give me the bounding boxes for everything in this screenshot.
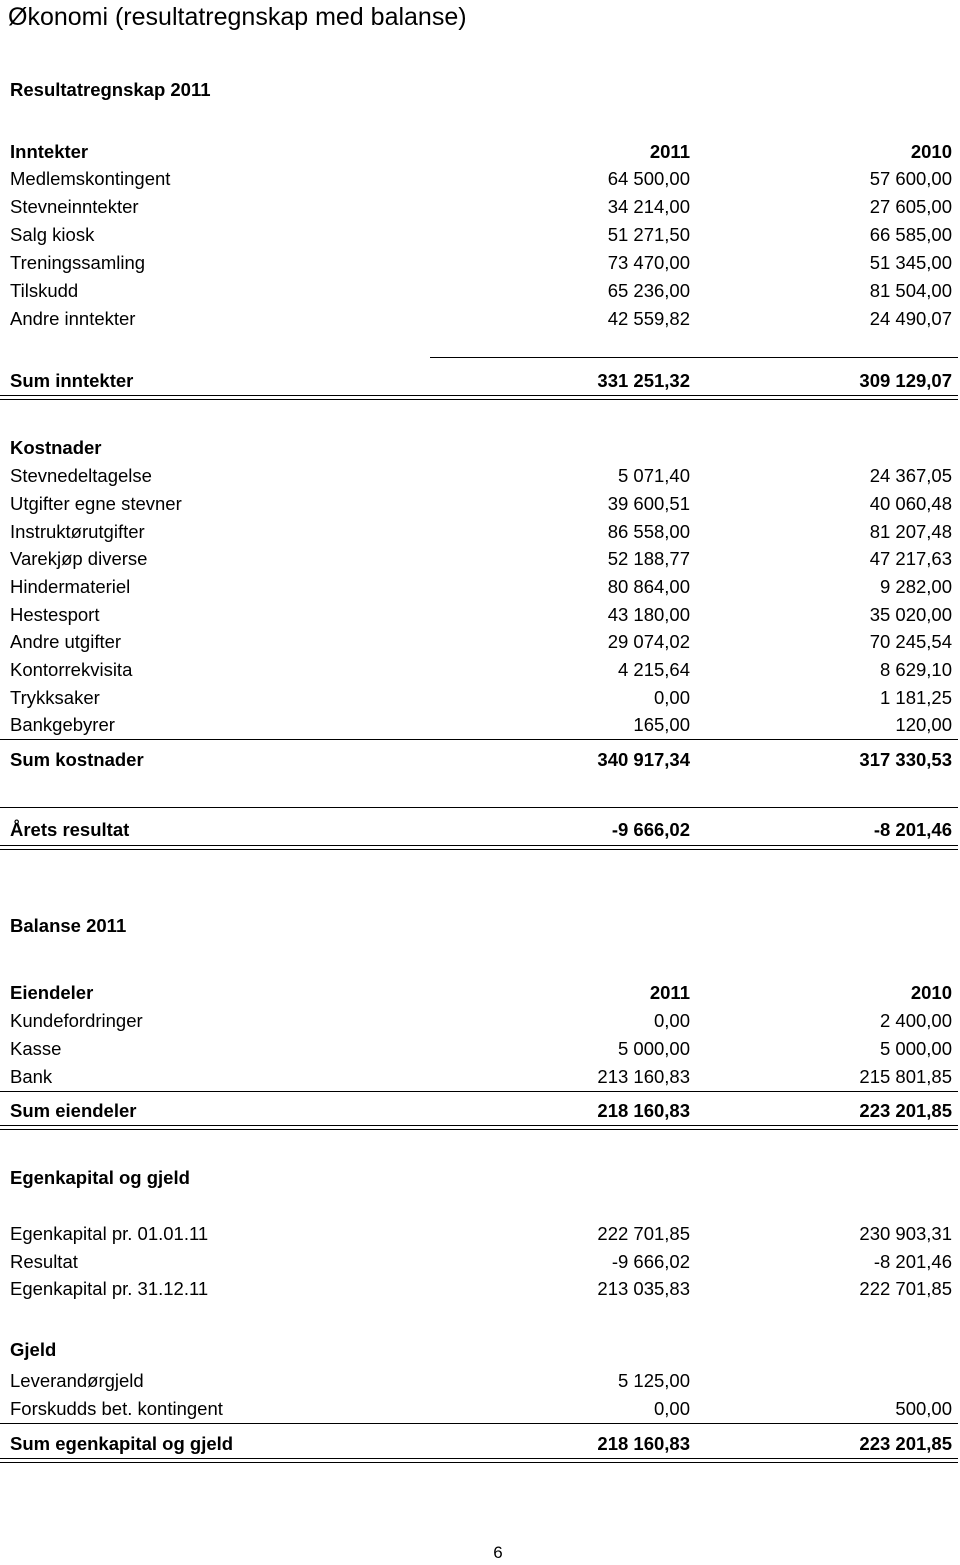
- table-row: [10, 711, 952, 739]
- table-row: [10, 165, 952, 193]
- row-value-2010: 51 345,00: [869, 252, 952, 273]
- table-row: [10, 249, 952, 277]
- header-label: Gjeld: [10, 1339, 57, 1360]
- row-label: Stevnedeltagelse: [10, 465, 152, 486]
- sum-label: Sum kostnader: [10, 749, 144, 770]
- header-label: Inntekter: [10, 141, 89, 162]
- row-value-2011: 5 071,40: [617, 465, 690, 486]
- divider: [0, 399, 958, 400]
- row-label: Andre inntekter: [10, 308, 136, 329]
- divider: [0, 1129, 958, 1130]
- row-label: Egenkapital pr. 31.12.11: [10, 1278, 209, 1299]
- row-value-2011: 65 236,00: [607, 280, 690, 301]
- row-value-2010: 81 207,48: [869, 521, 952, 542]
- header-year-2010: 2010: [910, 141, 952, 162]
- row-value-2011: 51 271,50: [607, 224, 690, 245]
- row-value-2010: 70 245,54: [869, 631, 952, 652]
- row-value-2010: 230 903,31: [859, 1223, 952, 1244]
- sum-row-kostnader: [10, 746, 952, 774]
- row-value-2010: 66 585,00: [869, 224, 952, 245]
- table-row: [10, 545, 952, 573]
- row-label: Varekjøp diverse: [10, 548, 148, 569]
- divider: [0, 1462, 958, 1463]
- divider: [430, 357, 958, 358]
- row-value-2011: 0,00: [653, 1010, 690, 1031]
- row-label: Salg kiosk: [10, 224, 95, 245]
- row-label: Leverandørgjeld: [10, 1370, 144, 1391]
- table-row: [10, 277, 952, 305]
- row-value-2010: 24 367,05: [869, 465, 952, 486]
- row-value-2010: 2 400,00: [879, 1010, 952, 1031]
- page-title: Økonomi (resultatregnskap med balanse): [8, 3, 467, 31]
- row-label: Kundefordringer: [10, 1010, 143, 1031]
- row-value-2011: 5 125,00: [617, 1370, 690, 1391]
- divider: [0, 807, 958, 808]
- header-label: Egenkapital og gjeld: [10, 1167, 190, 1188]
- row-label: Kasse: [10, 1038, 62, 1059]
- row-value-2011: 52 188,77: [607, 548, 690, 569]
- row-value-2010: 35 020,00: [869, 604, 952, 625]
- header-year-2010: 2010: [910, 982, 952, 1003]
- row-value-2011: 64 500,00: [607, 168, 690, 189]
- row-value-2011: 0,00: [653, 687, 690, 708]
- row-value-2011: 222 701,85: [597, 1223, 690, 1244]
- sum-label: Sum eiendeler: [10, 1100, 137, 1121]
- sum-value-2010: 223 201,85: [859, 1433, 952, 1454]
- divider: [0, 845, 958, 846]
- divider: [0, 849, 958, 850]
- sum-label: Sum inntekter: [10, 370, 134, 391]
- divider: [0, 1091, 958, 1092]
- table-row: [10, 462, 952, 490]
- table-row: [10, 656, 952, 684]
- page-number: 6: [493, 1543, 503, 1562]
- sum-value-2011: 218 160,83: [597, 1100, 690, 1121]
- row-label: Egenkapital pr. 01.01.11: [10, 1223, 209, 1244]
- result-row: [10, 816, 952, 844]
- row-value-2011: 29 074,02: [607, 631, 690, 652]
- row-value-2011: 165,00: [633, 714, 690, 735]
- table-row: [10, 1007, 952, 1035]
- table-row: [10, 490, 952, 518]
- row-label: Tilskudd: [10, 280, 79, 301]
- divider: [0, 395, 958, 396]
- row-value-2011: -9 666,02: [611, 1251, 690, 1272]
- row-label: Andre utgifter: [10, 631, 122, 652]
- sum-value-2010: 317 330,53: [859, 749, 952, 770]
- row-value-2011: 42 559,82: [607, 308, 690, 329]
- row-label: Trykksaker: [10, 687, 100, 708]
- row-value-2010: 27 605,00: [869, 196, 952, 217]
- sum-row-inntekter: [10, 367, 952, 395]
- row-value-2011: 213 035,83: [597, 1278, 690, 1299]
- row-value-2011: 86 558,00: [607, 521, 690, 542]
- table-row: [10, 221, 952, 249]
- table-header-inntekter: [10, 138, 952, 166]
- row-label: Hindermateriel: [10, 576, 131, 597]
- row-value-2011: 213 160,83: [597, 1066, 690, 1087]
- row-value-2010: 120,00: [895, 714, 952, 735]
- row-value-2010: 57 600,00: [869, 168, 952, 189]
- row-value-2011: 73 470,00: [607, 252, 690, 273]
- result-value-2011: -9 666,02: [611, 819, 690, 840]
- row-value-2010: 5 000,00: [879, 1038, 952, 1059]
- sum-value-2010: 223 201,85: [859, 1100, 952, 1121]
- heading-label: Resultatregnskap 2011: [10, 79, 211, 100]
- divider: [0, 739, 958, 740]
- result-value-2010: -8 201,46: [873, 819, 952, 840]
- row-value-2010: 1 181,25: [879, 687, 952, 708]
- table-row: [10, 628, 952, 656]
- header-year-2011: 2011: [649, 982, 690, 1003]
- section-heading-resultat: [10, 76, 952, 104]
- row-value-2010: 9 282,00: [879, 576, 952, 597]
- row-label: Forskudds bet. kontingent: [10, 1398, 223, 1419]
- row-label: Stevneinntekter: [10, 196, 139, 217]
- divider: [0, 1423, 958, 1424]
- divider: [0, 1125, 958, 1126]
- table-row: [10, 193, 952, 221]
- row-value-2010: 24 490,07: [869, 308, 952, 329]
- row-label: Bankgebyrer: [10, 714, 115, 735]
- table-row: [10, 601, 952, 629]
- row-value-2011: 39 600,51: [607, 493, 690, 514]
- row-value-2010: 8 629,10: [879, 659, 952, 680]
- row-label: Bank: [10, 1066, 53, 1087]
- row-value-2010: 500,00: [895, 1398, 952, 1419]
- table-row: [10, 305, 952, 333]
- table-row: [10, 1248, 952, 1276]
- row-value-2010: 47 217,63: [869, 548, 952, 569]
- table-row: [10, 1275, 952, 1303]
- sum-value-2011: 331 251,32: [597, 370, 690, 391]
- heading-label: Balanse 2011: [10, 915, 127, 936]
- row-value-2010: 222 701,85: [859, 1278, 952, 1299]
- row-value-2010: 40 060,48: [869, 493, 952, 514]
- row-label: Instruktørutgifter: [10, 521, 145, 542]
- sum-value-2010: 309 129,07: [859, 370, 952, 391]
- row-label: Kontorrekvisita: [10, 659, 133, 680]
- sum-value-2011: 340 917,34: [597, 749, 690, 770]
- section-heading-balanse: [10, 912, 952, 940]
- sum-label: Sum egenkapital og gjeld: [10, 1433, 234, 1454]
- header-label: Kostnader: [10, 437, 102, 458]
- table-row: [10, 1063, 952, 1091]
- sum-row-egenkapital-gjeld: [10, 1430, 952, 1458]
- table-row: [10, 573, 952, 601]
- table-row: [10, 684, 952, 712]
- row-value-2011: 0,00: [653, 1398, 690, 1419]
- row-label: Treningssamling: [10, 252, 146, 273]
- row-value-2010: -8 201,46: [873, 1251, 952, 1272]
- row-label: Utgifter egne stevner: [10, 493, 182, 514]
- divider: [0, 1458, 958, 1459]
- header-year-2011: 2011: [649, 141, 690, 162]
- result-label: Årets resultat: [10, 819, 130, 840]
- table-header-kostnader: [10, 434, 952, 462]
- row-value-2011: 5 000,00: [617, 1038, 690, 1059]
- row-value-2011: 80 864,00: [607, 576, 690, 597]
- sum-value-2011: 218 160,83: [597, 1433, 690, 1454]
- row-value-2010: 215 801,85: [859, 1066, 952, 1087]
- table-row: [10, 518, 952, 546]
- row-label: Medlemskontingent: [10, 168, 171, 189]
- row-label: Hestesport: [10, 604, 100, 625]
- table-row: [10, 1220, 952, 1248]
- table-row: [10, 1035, 952, 1063]
- table-header-gjeld: [10, 1336, 952, 1364]
- table-header-eiendeler: [10, 979, 952, 1007]
- row-label: Resultat: [10, 1251, 78, 1272]
- row-value-2010: 81 504,00: [869, 280, 952, 301]
- table-row: [10, 1367, 952, 1395]
- row-value-2011: 43 180,00: [607, 604, 690, 625]
- table-row: [10, 1395, 952, 1423]
- header-label: Eiendeler: [10, 982, 94, 1003]
- row-value-2011: 4 215,64: [617, 659, 690, 680]
- table-header-egenkapital: [10, 1164, 952, 1192]
- row-value-2011: 34 214,00: [607, 196, 690, 217]
- sum-row-eiendeler: [10, 1097, 952, 1125]
